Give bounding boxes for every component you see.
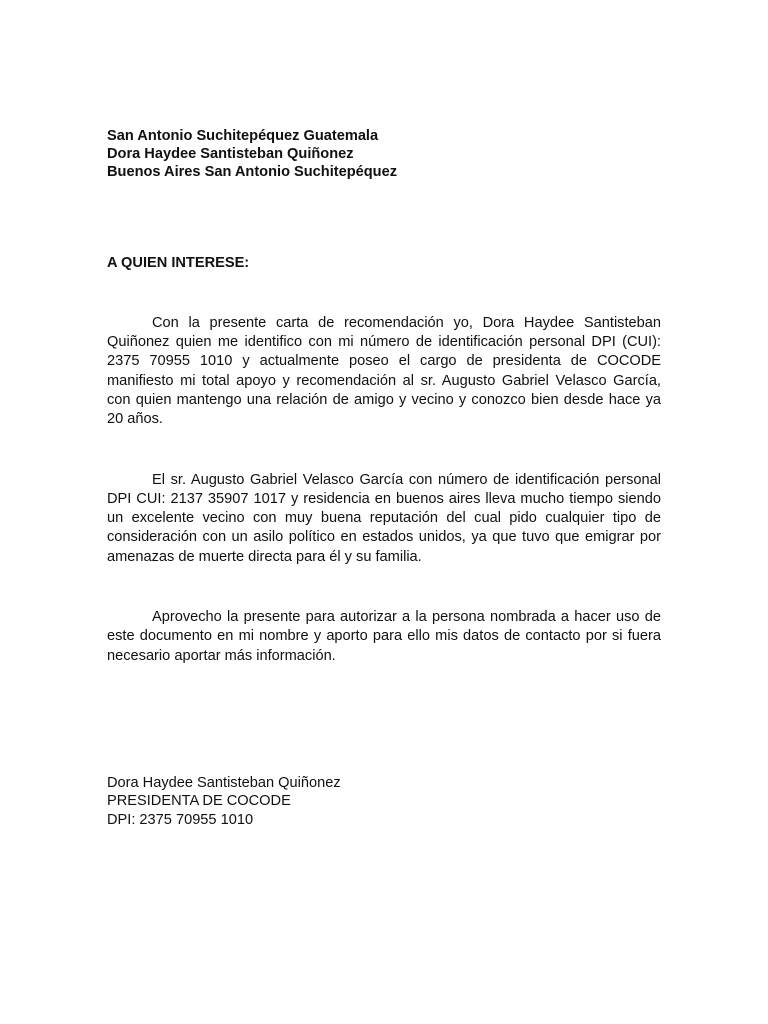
signature-dpi: DPI: 2375 70955 1010	[107, 811, 254, 828]
header-sender-address: Buenos Aires San Antonio Suchitepéquez	[107, 164, 398, 181]
signature-name: Dora Haydee Santisteban Quiñonez	[107, 774, 341, 791]
body-paragraph-1: Con la presente carta de recomendación yo, Dora Haydee Santisteban Quiñonez quien me identifico con mi número de identificación personal DPI (CUI): 2375 70955 1010 y actualmente poseo el cargo de presidenta de COCODE manifiesto mi total apoyo y recomendación al sr. Augusto Gabriel Velasco García, con quien mantengo una relación de amigo y vecino y conozco bien desde hace ya 20 años.	[107, 314, 661, 428]
body-paragraph-2: El sr. Augusto Gabriel Velasco García con número de identificación personal DPI CUI: 2137 35907 1017 y residencia en buenos aires lleva mucho tiempo siendo un excelente vecino con muy buena reputación del cual pido cualquier tipo de consideración con un asilo político en estados unidos, ya que tuvo que emigrar por amenazas de muerte directa para él y su familia.	[107, 471, 661, 565]
salutation: A QUIEN INTERESE:	[107, 254, 250, 271]
body-paragraph-3: Aprovecho la presente para autorizar a la persona nombrada a hacer uso de este documento en mi nombre y aporto para ello mis datos de contacto por si fuera necesario aportar más información.	[107, 609, 661, 664]
letter-content	[107, 127, 661, 829]
signature-block	[107, 774, 661, 829]
header-sender-name: Dora Haydee Santisteban Quiñonez	[107, 146, 354, 163]
signature-title: PRESIDENTA DE COCODE	[107, 793, 291, 810]
header-location: San Antonio Suchitepéquez Guatemala	[107, 128, 379, 144]
letter-header	[107, 127, 661, 182]
